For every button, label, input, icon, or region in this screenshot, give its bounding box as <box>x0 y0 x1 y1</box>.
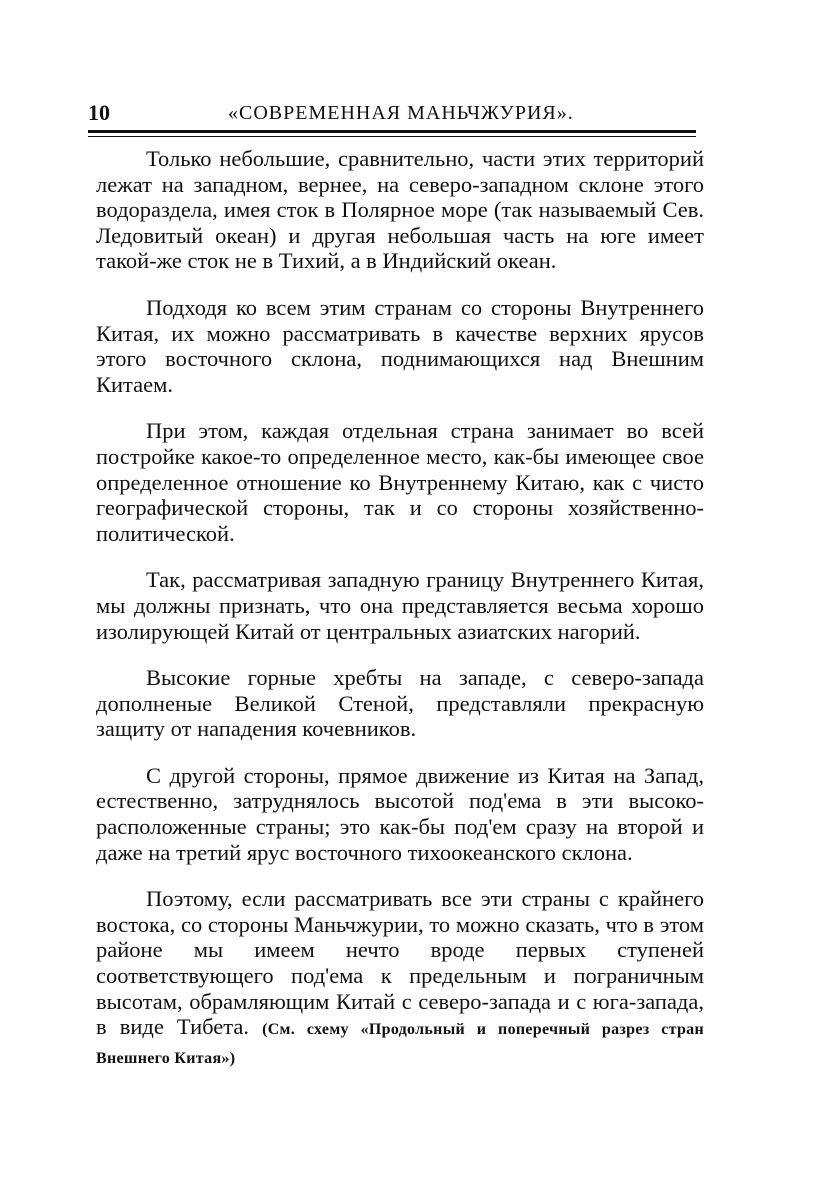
page-number: 10 <box>88 100 110 125</box>
diagram-reference: (См. схему «Продольный и поперечный разрез стран Внешнего Китая») <box>96 1021 704 1067</box>
page-header <box>88 96 698 130</box>
paragraph-5: Высокие горные хребты на западе, с северо-запада дополненые Великой Стеной, представляли прекрасную защиту от нападения кочевников. <box>96 665 704 742</box>
paragraph-3: При этом, каждая отдельная страна занимает во всей постройке какое-то определенное место, как-бы имеющее свое определенное отношение ко Внутреннему Китаю, как с чисто географической стороны, так и со стороны хозяйственно-политической. <box>96 418 704 546</box>
header-rule-thick <box>88 130 696 133</box>
paragraph-4: Так, рассматривая западную границу Внутреннего Китая, мы должны признать, что она представляется весьма хорошо изолирующей Китай от центральных азиатских нагорий. <box>96 567 704 644</box>
paragraph-6: С другой стороны, прямое движение из Китая на Запад, естественно, затруднялось высотой под'ема в эти высоко-расположенные страны; это как-бы под'ем сразу на второй и даже на третий ярус восточного тихоокеанского склона. <box>96 762 704 865</box>
running-title: «СОВРЕМЕННАЯ МАНЬЧЖУРИЯ». <box>228 102 574 124</box>
paragraph-7 <box>96 886 704 1071</box>
paragraph-2: Подходя ко всем этим странам со стороны Внутреннего Китая, их можно рассматривать в качестве верхних ярусов этого восточного склона, поднимающихся над Внешним Китаем. <box>96 294 704 397</box>
paragraph-7-text: Поэтому, если рассматривать все эти страны с крайнего востока, со стороны Маньчжурии, то можно сказать, что в этом районе мы имеем нечто вроде первых ступеней соответствующего под'ема к предельным и пограничным высотам, обрамляющим Китай с северо-запада и с юга-запада, в виде Тибета. <box>96 886 704 1040</box>
body-text <box>96 146 704 1092</box>
header-rule-thin <box>88 136 696 137</box>
paragraph-1: Только небольшие, сравнительно, части этих территорий лежат на западном, вернее, на северо-западном склоне этого водораздела, имея сток в Полярное море (так называемый Сев. Ледовитый океан) и другая небольшая часть на юге имеет такой-же сток не в Тихий, а в Индийский океан. <box>96 146 704 274</box>
